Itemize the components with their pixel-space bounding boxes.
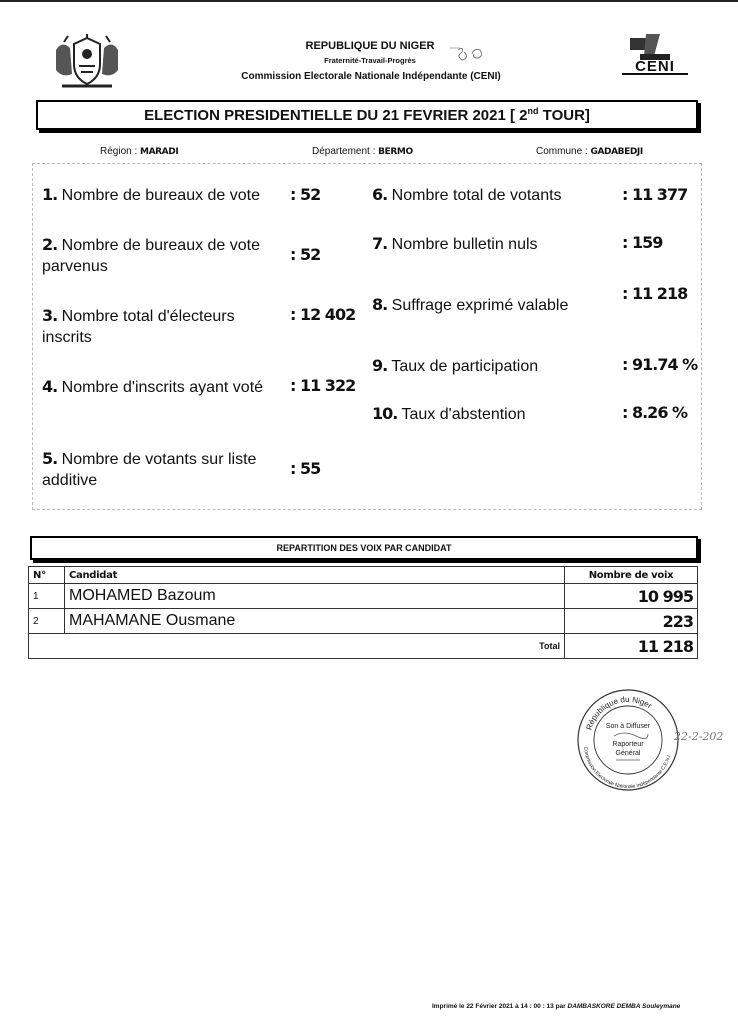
header-number: N° bbox=[29, 567, 65, 584]
stat-label: Suffrage exprimé valable bbox=[391, 297, 569, 314]
stamp-subtitle: Général bbox=[615, 750, 641, 757]
candidate-votes: 223 bbox=[565, 609, 698, 634]
election-title-banner bbox=[36, 100, 698, 130]
candidate-number: 2 bbox=[29, 609, 65, 634]
stat-number: 4. bbox=[42, 377, 58, 396]
print-footer bbox=[432, 1003, 680, 1010]
stat-number: 8. bbox=[372, 295, 388, 314]
candidate-name: MOHAMED Bazoum bbox=[65, 584, 565, 609]
stat-number: 3. bbox=[42, 306, 58, 325]
country-name: REPUBLIQUE DU NIGER bbox=[305, 40, 435, 52]
stat-label: Taux de participation bbox=[391, 358, 539, 375]
vote-distribution-title: REPARTITION DES VOIX PAR CANDIDAT bbox=[276, 543, 452, 553]
commune-field bbox=[536, 146, 643, 157]
stat-label: Nombre de bureaux de vote bbox=[61, 187, 261, 204]
coat-of-arms-emblem bbox=[52, 34, 122, 92]
stamp-inner: Son à Diffuser bbox=[605, 723, 651, 730]
table-total-row bbox=[29, 634, 698, 659]
stat-3-value: : 12 402 bbox=[290, 305, 356, 324]
title-sup: nd bbox=[527, 106, 539, 116]
stat-10-value: : 8.26 % bbox=[622, 403, 688, 422]
header-candidate: Candidat bbox=[65, 567, 565, 584]
total-votes: 11 218 bbox=[565, 634, 698, 659]
stat-number: 6. bbox=[372, 185, 388, 204]
title-prefix: ELECTION PRESIDENTIELLE DU 21 FEVRIER 2021 [ 2 bbox=[144, 107, 528, 124]
table-header-row bbox=[29, 567, 698, 584]
stat-number: 9. bbox=[372, 356, 388, 375]
commune-value: GADABEDJI bbox=[590, 147, 643, 157]
departement-field bbox=[312, 146, 413, 157]
candidates-table bbox=[28, 566, 698, 659]
stat-label: Nombre de bureaux de vote parvenus bbox=[42, 237, 261, 275]
election-title bbox=[144, 106, 590, 124]
vote-distribution-banner bbox=[30, 536, 698, 560]
title-suffix: TOUR] bbox=[538, 107, 590, 124]
stat-label: Nombre bulletin nuls bbox=[391, 236, 538, 253]
stat-label: Nombre total d'électeurs inscrits bbox=[42, 308, 235, 346]
footer-printed: Imprimé le 22 Février 2021 à 14 : 00 : 13 par bbox=[432, 1003, 568, 1010]
region-label: Région : bbox=[100, 146, 138, 157]
stat-4 bbox=[42, 376, 267, 398]
stat-5-value: : 55 bbox=[290, 459, 321, 478]
candidate-votes: 10 995 bbox=[565, 584, 698, 609]
stat-6 bbox=[372, 184, 612, 206]
stamp-title: Raporteur bbox=[612, 741, 644, 748]
total-label: Total bbox=[29, 634, 565, 659]
stat-9-value: : 91.74 % bbox=[622, 355, 698, 374]
stamp-outer-bottom: Commission Electorale Nationale Indépendante C.E.N.I bbox=[582, 746, 673, 791]
stat-label: Taux d'abstention bbox=[401, 406, 526, 423]
candidate-name: MAHAMANE Ousmane bbox=[65, 609, 565, 634]
handwritten-date: 22-2-202 bbox=[674, 730, 724, 743]
footer-author: DAMBASKORE DEMBA Souleymane bbox=[567, 1003, 681, 1010]
stat-5 bbox=[42, 448, 287, 491]
stat-2-value: : 52 bbox=[290, 245, 321, 264]
stat-8 bbox=[372, 294, 612, 316]
stat-8-value: : 11 218 bbox=[622, 284, 688, 303]
stat-number: 7. bbox=[372, 234, 388, 253]
stat-10 bbox=[372, 403, 612, 425]
stat-3 bbox=[42, 305, 287, 348]
candidate-number: 1 bbox=[29, 584, 65, 609]
stat-number: 1. bbox=[42, 185, 58, 204]
national-motto: Fraternité-Travail-Progrès bbox=[324, 56, 416, 65]
ceni-logo-text: CENI bbox=[635, 58, 675, 75]
table-row bbox=[29, 609, 698, 634]
stat-label: Nombre total de votants bbox=[391, 187, 562, 204]
handwritten-note-80 bbox=[448, 44, 492, 64]
table-row bbox=[29, 584, 698, 609]
stat-7-value: : 159 bbox=[622, 233, 663, 252]
stat-7 bbox=[372, 233, 612, 255]
stat-1 bbox=[42, 184, 282, 206]
stat-4-value: : 11 322 bbox=[290, 376, 356, 395]
stat-number: 2. bbox=[42, 235, 58, 254]
header-votes: Nombre de voix bbox=[565, 567, 698, 584]
stat-6-value: : 11 377 bbox=[622, 185, 688, 204]
departement-label: Département : bbox=[312, 146, 376, 157]
commission-name: Commission Electorale Nationale Indépendante (CENI) bbox=[241, 71, 501, 82]
stat-2 bbox=[42, 234, 287, 277]
region-value: MARADI bbox=[140, 147, 179, 157]
stat-1-value: : 52 bbox=[290, 185, 321, 204]
top-edge-line bbox=[0, 0, 738, 2]
stat-number: 5. bbox=[42, 449, 58, 468]
stat-number: 10. bbox=[372, 404, 398, 423]
stat-9 bbox=[372, 355, 612, 377]
signature-date-scribble bbox=[672, 722, 728, 746]
stat-label: Nombre de votants sur liste additive bbox=[42, 451, 257, 489]
official-stamp bbox=[576, 688, 680, 792]
region-field bbox=[100, 146, 178, 157]
stat-label: Nombre d'inscrits ayant voté bbox=[61, 379, 264, 396]
departement-value: BERMO bbox=[378, 147, 413, 157]
stamp-outer-top: République du Niger bbox=[584, 694, 654, 732]
commune-label: Commune : bbox=[536, 146, 588, 157]
